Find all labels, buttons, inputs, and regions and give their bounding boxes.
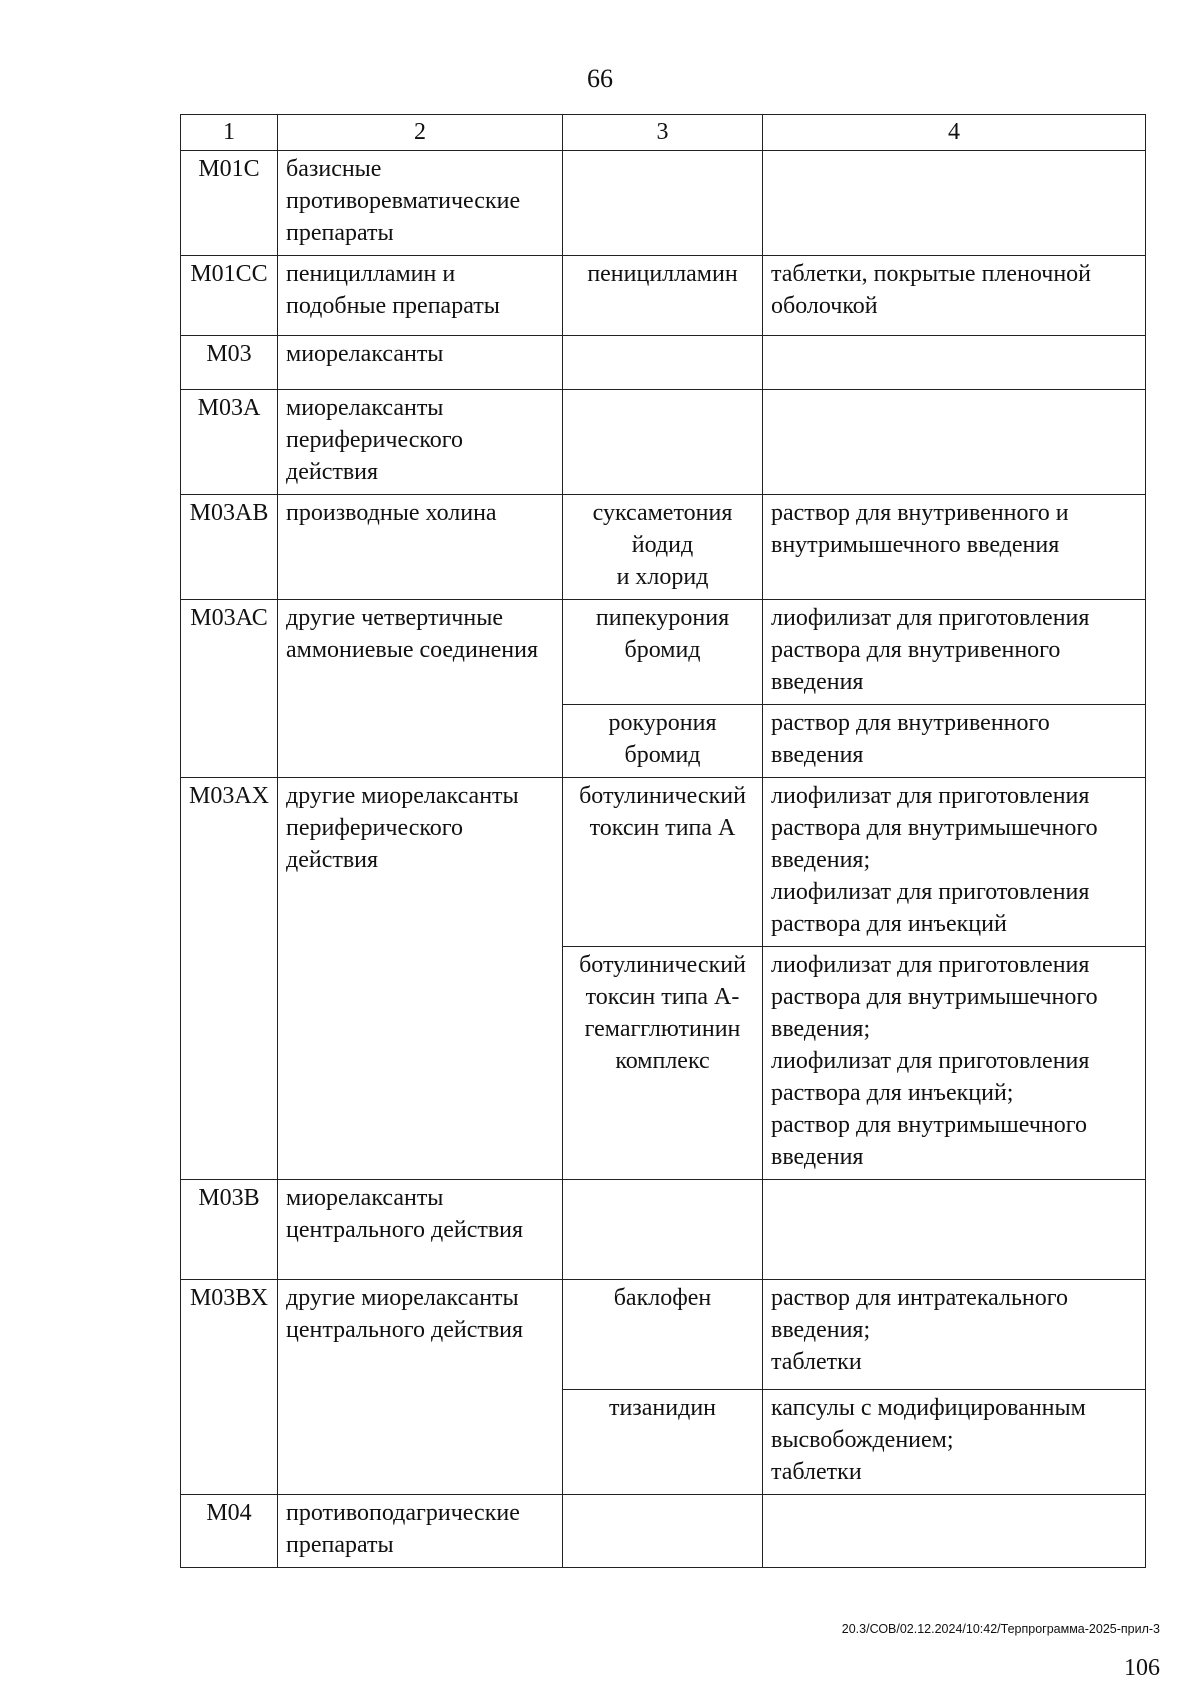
drug-name-cell [563,390,763,495]
drug-list-table [180,114,1146,1568]
dosage-form-cell: раствор для внутривенного и внутримышечного введения [763,495,1146,600]
drug-name-cell: тизанидин [563,1390,763,1495]
table-row [181,600,1146,705]
column-header: 2 [278,115,563,151]
drug-name-cell: ботулинический токсин типа А [563,778,763,947]
drug-name-cell: суксаметония йодид и хлорид [563,495,763,600]
atc-code-cell: М03АС [181,600,278,778]
dosage-form-cell [763,390,1146,495]
table-row [181,390,1146,495]
table-row [181,495,1146,600]
dosage-form-cell [763,1495,1146,1568]
group-name-cell: миорелаксанты периферического действия [278,390,563,495]
drug-name-cell: ботулинический токсин типа А-гемагглютинин комплекс [563,947,763,1180]
drug-name-cell: баклофен [563,1280,763,1390]
dosage-form-cell: раствор для интратекального введения; таблетки [763,1280,1146,1390]
dosage-form-cell [763,151,1146,256]
drug-name-cell [563,1180,763,1280]
dosage-form-cell [763,1180,1146,1280]
table-row [181,778,1146,947]
table-row [181,151,1146,256]
table-row [181,1180,1146,1280]
atc-code-cell: М03А [181,390,278,495]
atc-code-cell: М01СС [181,256,278,336]
dosage-form-cell [763,336,1146,390]
drug-name-cell [563,151,763,256]
atc-code-cell: М03АХ [181,778,278,1180]
table-row [181,256,1146,336]
column-header: 4 [763,115,1146,151]
dosage-form-cell: раствор для внутривенного введения [763,705,1146,778]
dosage-form-cell: лиофилизат для приготовления раствора для внутримышечного введения; лиофилизат для приготовления раствора для инъекций [763,778,1146,947]
atc-code-cell: М04 [181,1495,278,1568]
atc-code-cell: М03ВХ [181,1280,278,1495]
document-registration-stamp: 20.3/СОВ/02.12.2024/10:42/Терпрограмма-2025-прил-3 [841,1622,1160,1636]
group-name-cell: базисные противоревматические препараты [278,151,563,256]
drug-name-cell: пеницилламин [563,256,763,336]
group-name-cell: другие миорелаксанты центрального действия [278,1280,563,1495]
atc-code-cell: М03АВ [181,495,278,600]
page-number: 66 [587,64,613,93]
group-name-cell: миорелаксанты центрального действия [278,1180,563,1280]
drug-name-cell: пипекурония бромид [563,600,763,705]
dosage-form-cell: таблетки, покрытые пленочной оболочкой [763,256,1146,336]
sheet-number: 106 [1124,1655,1160,1681]
column-header: 1 [181,115,278,151]
column-header: 3 [563,115,763,151]
group-name-cell: другие миорелаксанты периферического действия [278,778,563,1180]
atc-code-cell: М01С [181,151,278,256]
group-name-cell: другие четвертичные аммониевые соединения [278,600,563,778]
table-row [181,336,1146,390]
atc-code-cell: М03В [181,1180,278,1280]
group-name-cell: пеницилламин и подобные препараты [278,256,563,336]
table-row [181,1280,1146,1390]
table-header-row [181,115,1146,151]
drug-name-cell: рокурония бромид [563,705,763,778]
group-name-cell: производные холина [278,495,563,600]
group-name-cell: миорелаксанты [278,336,563,390]
table-row [181,1495,1146,1568]
drug-name-cell [563,1495,763,1568]
group-name-cell: противоподагрические препараты [278,1495,563,1568]
dosage-form-cell: лиофилизат для приготовления раствора для внутримышечного введения; лиофилизат для приготовления раствора для инъекций; раствор для внутримышечного введения [763,947,1146,1180]
dosage-form-cell: капсулы с модифицированным высвобождением; таблетки [763,1390,1146,1495]
atc-code-cell: М03 [181,336,278,390]
dosage-form-cell: лиофилизат для приготовления раствора для внутривенного введения [763,600,1146,705]
drug-name-cell [563,336,763,390]
